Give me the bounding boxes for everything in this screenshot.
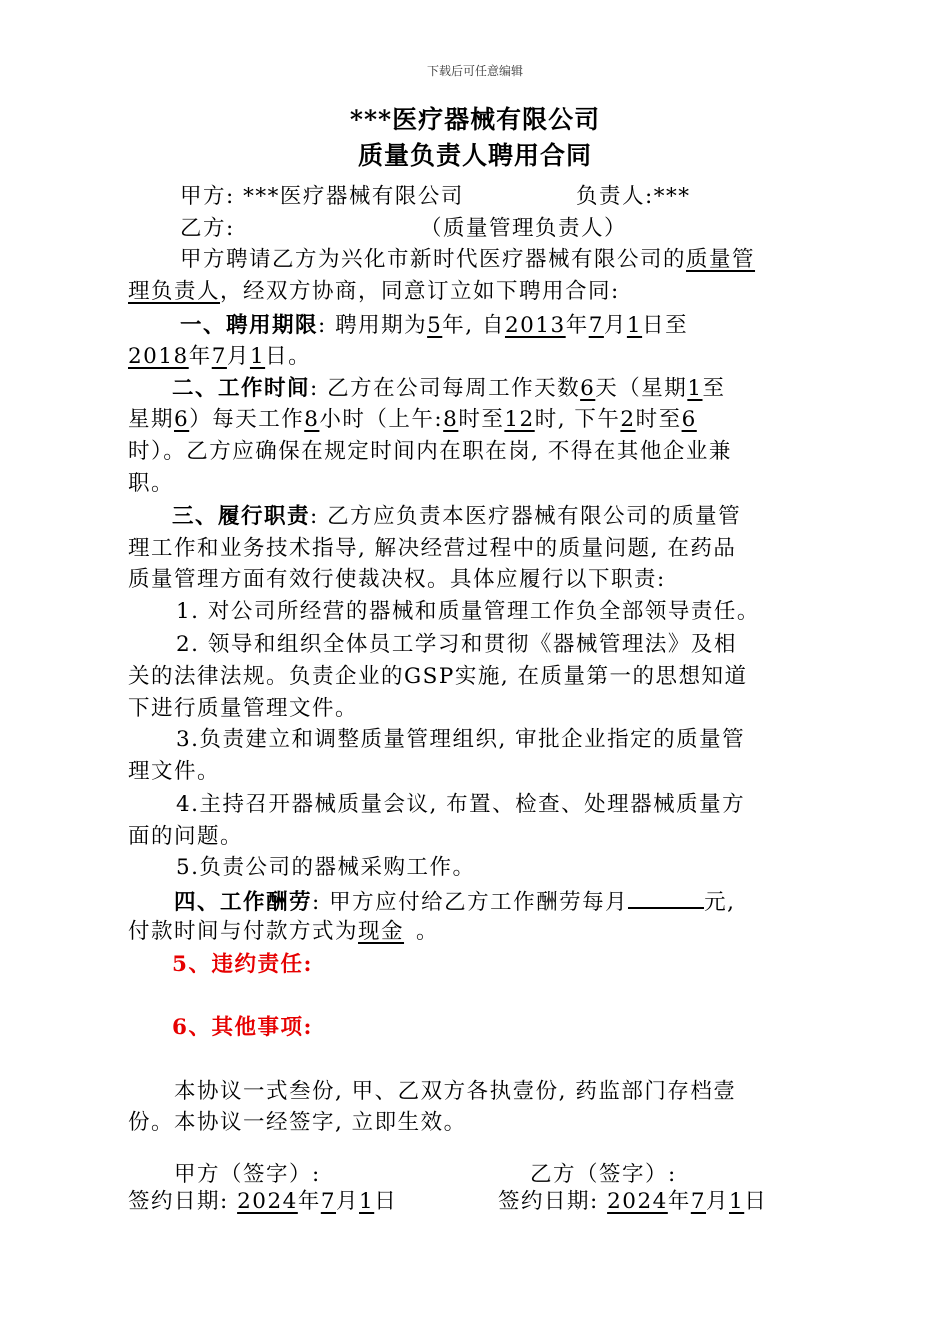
closing-line-1: 本协议一式叁份, 甲、乙双方各执壹份, 药监部门存档壹 [174, 1079, 737, 1104]
intro-line-1 [180, 245, 880, 275]
party-b-date [498, 1187, 828, 1217]
from-weekday: 1 [687, 376, 703, 401]
sign-year-b: 2024 [607, 1189, 668, 1214]
responsible-label: 负责人: [576, 184, 654, 209]
text: 月 [706, 1189, 730, 1214]
am-start: 8 [443, 407, 459, 432]
section-1-heading: 一、聘用期限 [180, 313, 319, 338]
text: 年 [188, 344, 212, 369]
text: 。 [416, 919, 440, 944]
party-a-date [128, 1187, 488, 1217]
text: : 乙方在公司每周工作天数 [310, 376, 581, 401]
pm-end: 6 [681, 407, 697, 432]
party-a-signature: 甲方（签字）: [174, 1162, 321, 1187]
party-b-role: （质量管理负责人） [420, 216, 628, 241]
text: 年, 自 [442, 313, 505, 338]
party-a-name: ***医疗器械有限公司 [243, 184, 464, 209]
text: ）每天工作 [189, 407, 305, 432]
section-2-line-4: 职。 [128, 471, 175, 496]
end-day: 1 [249, 344, 266, 369]
intro-underlined: 质量管 [686, 247, 756, 272]
section-5-heading: 5、违约责任: [172, 952, 313, 977]
duty-5: 5.负责公司的器械采购工作。 [176, 855, 476, 880]
text: 日至 [642, 313, 689, 338]
section-2-heading: 二、工作时间 [172, 376, 311, 401]
text: 元, [704, 890, 736, 915]
intro-line-2 [128, 277, 828, 307]
end-year: 2018 [128, 344, 189, 369]
section-4-heading: 四、工作酬劳 [174, 890, 313, 915]
party-b-line [180, 214, 880, 244]
duty-4-line-2: 面的问题。 [128, 824, 244, 849]
text: 至 [702, 376, 726, 401]
duty-2-line-1: 2. 领导和组织全体员工学习和贯彻《器械管理法》及相 [176, 632, 737, 657]
section-4-line-2 [128, 917, 828, 947]
text: : 乙方应负责本医疗器械有限公司的质量管 [310, 504, 742, 529]
text: 年 [297, 1189, 321, 1214]
sign-year-a: 2024 [237, 1189, 298, 1214]
text: 时, 下午 [534, 407, 621, 432]
payment-method: 现金 [358, 919, 405, 944]
party-b-label: 乙方: [180, 216, 235, 241]
text: : 聘用期为 [318, 313, 428, 338]
text: 天（星期 [595, 376, 688, 401]
sign-month-b: 7 [690, 1189, 707, 1214]
section-4-line-1 [174, 885, 874, 918]
start-month: 7 [588, 313, 604, 338]
text: 年 [565, 313, 589, 338]
sign-month-a: 7 [320, 1189, 337, 1214]
text: 付款时间与付款方式为 [128, 919, 359, 944]
party-a-label: 甲方: [180, 184, 235, 209]
duty-3-line-2: 理文件。 [128, 759, 221, 784]
term-years: 5 [427, 313, 443, 338]
section-3-heading: 三、履行职责 [172, 504, 311, 529]
contract-title: 质量负责人聘用合同 [357, 141, 592, 170]
text: 日 [744, 1189, 768, 1214]
section-3-line-2: 理工作和业务技术指导, 解决经营过程中的质量问题, 在药品 [128, 536, 737, 561]
page-header: 下载后可任意编辑 [426, 64, 523, 78]
text: 签约日期: [498, 1189, 599, 1214]
am-end: 12 [504, 407, 535, 432]
section-2-line-2 [128, 405, 828, 435]
text: 星期 [128, 407, 175, 432]
responsible-value: *** [653, 184, 691, 209]
party-a-line [180, 182, 880, 212]
duty-2-line-2: 关的法律法规。负责企业的GSP实施, 在质量第一的思想知道 [128, 664, 748, 689]
section-2-line-1 [172, 374, 872, 404]
text: 日 [374, 1189, 398, 1214]
text: 时至 [458, 407, 505, 432]
section-1-line-2 [128, 342, 828, 372]
intro-underlined-2: 理负责人 [128, 279, 221, 304]
text: 小时（上午: [319, 407, 444, 432]
section-1-line-1 [180, 311, 880, 341]
party-b-signature: 乙方（签字）: [530, 1162, 677, 1187]
text: 日。 [265, 344, 312, 369]
sign-day-a: 1 [359, 1189, 375, 1214]
text: 月 [226, 344, 250, 369]
company-title: ***医疗器械有限公司 [349, 105, 601, 134]
duty-4-line-1: 4.主持召开器械质量会议, 布置、检查、处理器械质量方 [176, 792, 746, 817]
text: 年 [667, 1189, 691, 1214]
text: 时至 [635, 407, 682, 432]
section-2-line-3: 时）。乙方应确保在规定时间内在职在岗, 不得在其他企业兼 [128, 439, 732, 464]
text: : 甲方应付给乙方工作酬劳每月 [312, 890, 629, 915]
text: 签约日期: [128, 1189, 229, 1214]
text: 月 [336, 1189, 360, 1214]
start-year: 2013 [504, 313, 566, 338]
pm-start: 2 [620, 407, 636, 432]
duty-2-line-3: 下进行质量管理文件。 [128, 696, 359, 721]
work-days: 6 [580, 376, 596, 401]
intro-text: 甲方聘请乙方为兴化市新时代医疗器械有限公司的 [180, 247, 687, 272]
closing-line-2: 份。本协议一经签字, 立即生效。 [128, 1110, 467, 1135]
duty-3-line-1: 3.负责建立和调整质量管理组织, 审批企业指定的质量管 [176, 727, 746, 752]
section-3-line-1 [172, 502, 872, 532]
duty-1: 1. 对公司所经营的器械和质量管理工作负全部领导责任。 [176, 599, 760, 624]
end-month: 7 [211, 344, 227, 369]
responsible-line [576, 182, 691, 212]
section-3-line-3: 质量管理方面有效行使裁决权。具体应履行以下职责: [128, 567, 666, 592]
salary-blank [628, 885, 704, 909]
text: 月 [603, 313, 627, 338]
start-day: 1 [626, 313, 643, 338]
intro-text-2: ，经双方协商，同意订立如下聘用合同: [220, 279, 620, 304]
daily-hours: 8 [304, 407, 320, 432]
to-weekday: 6 [174, 407, 190, 432]
sign-day-b: 1 [729, 1189, 745, 1214]
section-6-heading: 6、其他事项: [172, 1015, 313, 1040]
